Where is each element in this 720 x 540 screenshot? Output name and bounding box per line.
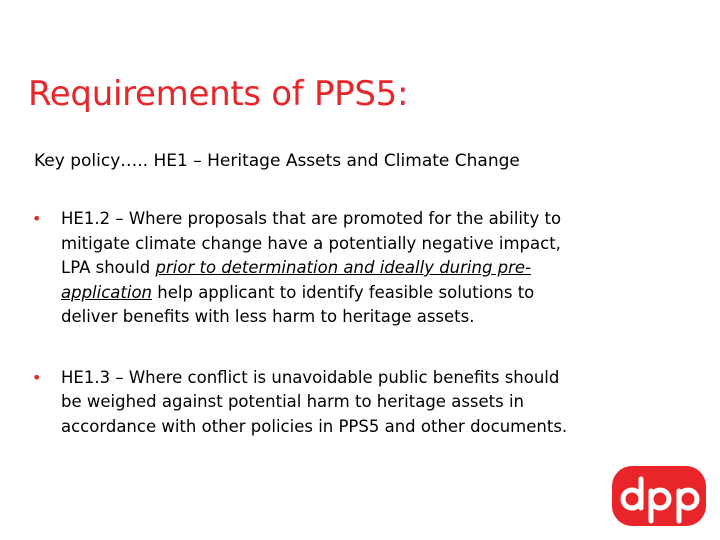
bullet-text-continued: help applicant to identify feasible solutions to deliver benefits with less harm to heritage assets.	[61, 282, 535, 326]
bullet-list	[30, 207, 570, 475]
slide-title: Requirements of PPS5:	[28, 74, 409, 114]
dpp-logo	[612, 466, 706, 526]
bullet-marker: •	[32, 367, 42, 387]
bullet-emphasis: prior to determination and ideally during pre-application	[61, 258, 532, 302]
dpp-logo-mark	[612, 466, 706, 526]
bullet-item-he1-2	[30, 207, 570, 330]
bullet-text: HE1.2 – Where proposals that are promoted for the ability to mitigate climate change have a potentially negative impact, LPA should	[61, 209, 562, 277]
bullet-marker: •	[32, 209, 42, 228]
bullet-text: HE1.3 – Where conflict is unavoidable public benefits should be weighed against potential harm to heritage assets in accordance with other policies in PPS5 and other documents.	[61, 367, 568, 436]
bullet-item-he1-3	[30, 366, 570, 440]
key-policy-line: Key policy….. HE1 – Heritage Assets and Climate Change	[34, 151, 520, 171]
